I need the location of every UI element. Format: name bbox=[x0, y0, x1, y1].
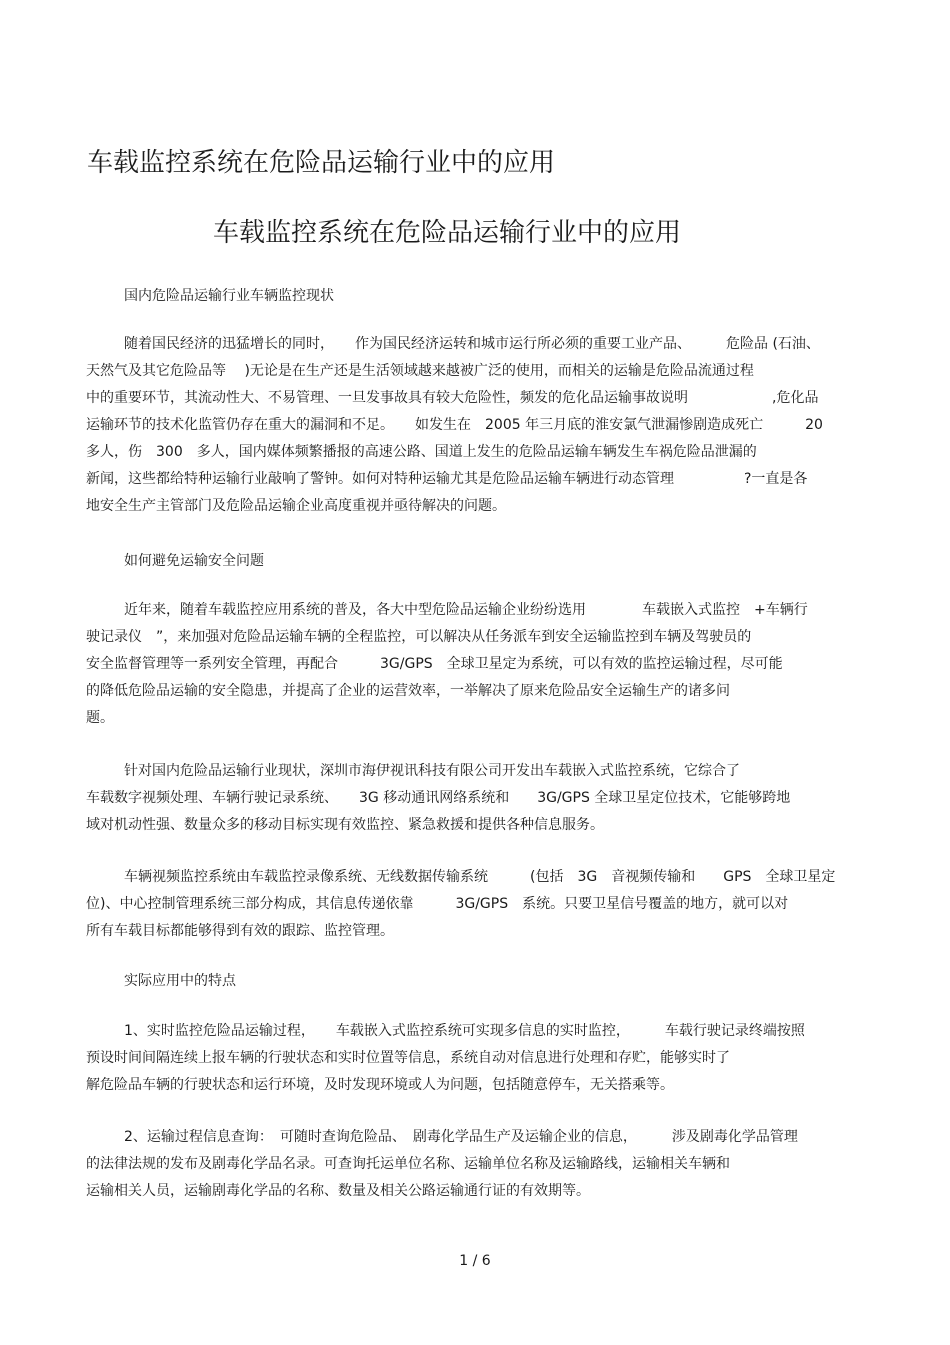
paragraph-line: 的法律法规的发布及剧毒化学品名录。可查询托运单位名称、运输单位名称及运输路线，运输相关车辆和 bbox=[86, 1156, 730, 1172]
paragraph-1 bbox=[86, 331, 866, 520]
paragraph-2 bbox=[86, 597, 866, 732]
paragraph-line: 近年来，随着车载监控应用系统的普及，各大中型危险品运输企业纷纷选用 车载嵌入式监控 +车辆行 bbox=[124, 602, 808, 618]
paragraph-line: 域对机动性强、数量众多的移动目标实现有效监控、紧急救援和提供各种信息服务。 bbox=[86, 817, 604, 833]
paragraph-line: 随着国民经济的迅猛增长的同时， 作为国民经济运转和城市运行所必须的重要工业产品、 危险品 (石油、 bbox=[124, 336, 820, 352]
section-heading-features: 实际应用中的特点 bbox=[124, 973, 236, 989]
paragraph-line: 中的重要环节，其流动性大、不易管理、一旦发事故具有较大危险性，频发的危化品运输事故说明 ,危化品 bbox=[86, 390, 819, 406]
paragraph-line: 解危险品车辆的行驶状态和运行环境，及时发现环境或人为问题，包括随意停车，无关搭乘等。 bbox=[86, 1077, 674, 1093]
paragraph-line: 车辆视频监控系统由车载监控录像系统、无线数据传输系统 (包括 3G 音视频传输和 GPS 全球卫星定 bbox=[124, 869, 836, 885]
paragraph-line: 2、运输过程信息查询： 可随时查询危险品、 剧毒化学品生产及运输企业的信息， 涉及剧毒化学品管理 bbox=[124, 1129, 798, 1145]
paragraph-line: 所有车载目标都能够得到有效的跟踪、监控管理。 bbox=[86, 923, 394, 939]
document-subtitle: 车载监控系统在危险品运输行业中的应用 bbox=[213, 218, 682, 248]
paragraph-5 bbox=[86, 1018, 866, 1099]
paragraph-6 bbox=[86, 1124, 866, 1205]
page-number: 1 / 6 bbox=[459, 1253, 491, 1269]
paragraph-line: 驶记录仪 ”，来加强对危险品运输车辆的全程监控，可以解决从任务派车到安全运输监控到车辆及驾驶员的 bbox=[86, 629, 752, 645]
paragraph-line: 运输环节的技术化监管仍存在重大的漏洞和不足。 如发生在 2005 年三月底的淮安氯气泄漏惨剧造成死亡 20 bbox=[86, 417, 823, 433]
paragraph-line: 预设时间间隔连续上报车辆的行驶状态和实时位置等信息，系统自动对信息进行处理和存贮，能够实时了 bbox=[86, 1050, 730, 1066]
paragraph-line: 运输相关人员，运输剧毒化学品的名称、数量及相关公路运输通行证的有效期等。 bbox=[86, 1183, 590, 1199]
paragraph-line: 车载数字视频处理、车辆行驶记录系统、 3G 移动通讯网络系统和 3G/GPS 全球卫星定位技术，它能够跨地 bbox=[86, 790, 791, 806]
paragraph-line: 的降低危险品运输的安全隐患，并提高了企业的运营效率，一举解决了原来危险品安全运输生产的诸多问 bbox=[86, 683, 730, 699]
paragraph-line: 安全监督管理等一系列安全管理，再配合 3G/GPS 全球卫星定为系统，可以有效的监控运输过程，尽可能 bbox=[86, 656, 783, 672]
section-heading-avoid: 如何避免运输安全问题 bbox=[124, 553, 264, 569]
paragraph-line: 针对国内危险品运输行业现状，深圳市海伊视讯科技有限公司开发出车载嵌入式监控系统，它综合了 bbox=[124, 763, 740, 779]
paragraph-line: 多人，伤 300 多人，国内媒体频繁播报的高速公路、国道上发生的危险品运输车辆发生车祸危险品泄漏的 bbox=[86, 444, 757, 460]
paragraph-line: 题。 bbox=[86, 710, 114, 726]
paragraph-line: 1、实时监控危险品运输过程， 车载嵌入式监控系统可实现多信息的实时监控， 车载行驶记录终端按照 bbox=[124, 1023, 805, 1039]
section-heading-status: 国内危险品运输行业车辆监控现状 bbox=[124, 288, 334, 304]
paragraph-3 bbox=[86, 758, 866, 839]
paragraph-line: 天然气及其它危险品等 )无论是在生产还是生活领域越来越被广泛的使用，而相关的运输是危险品流通过程 bbox=[86, 363, 754, 379]
paragraph-4 bbox=[86, 864, 866, 945]
document-title: 车载监控系统在危险品运输行业中的应用 bbox=[87, 148, 556, 178]
paragraph-line: 地安全生产主管部门及危险品运输企业高度重视并亟待解决的问题。 bbox=[86, 498, 506, 514]
paragraph-line: 新闻，这些都给特种运输行业敲响了警钟。如何对特种运输尤其是危险品运输车辆进行动态管理 ?一直是各 bbox=[86, 471, 808, 487]
paragraph-line: 位)、中心控制管理系统三部分构成，其信息传递依靠 3G/GPS 系统。只要卫星信号覆盖的地方，就可以对 bbox=[86, 896, 789, 912]
